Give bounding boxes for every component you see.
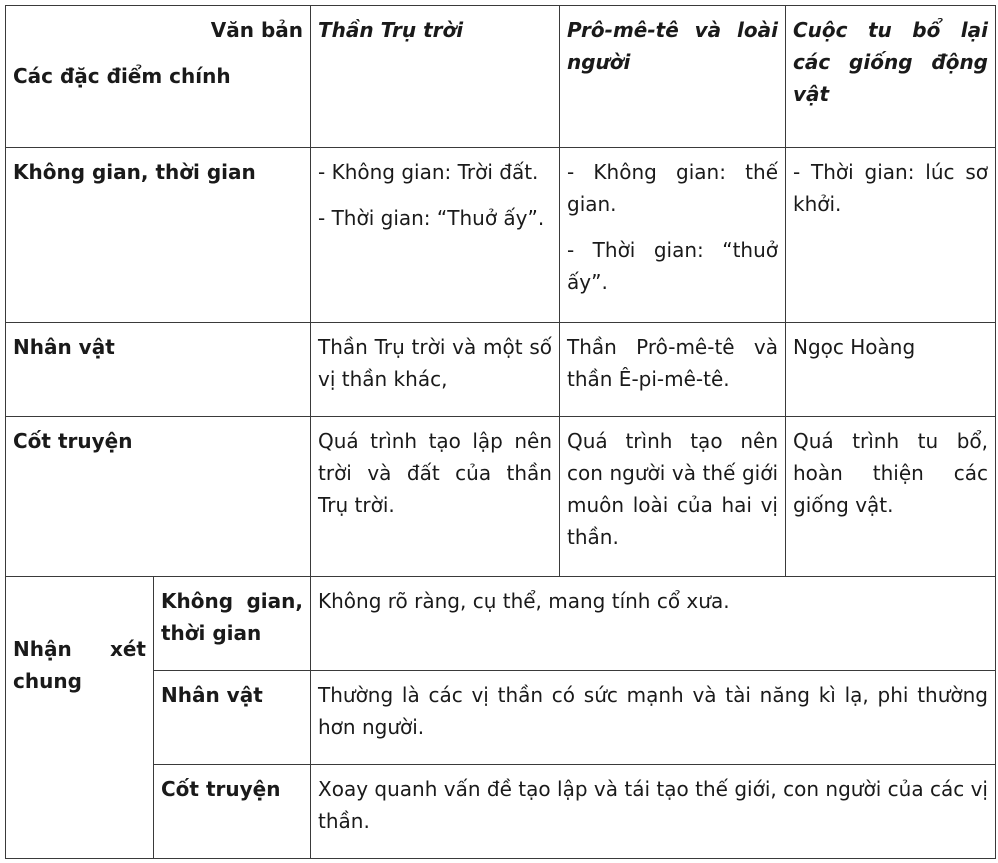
general-label-cell xyxy=(6,577,154,859)
row-space-time-c3 xyxy=(786,148,996,323)
header-col-3 xyxy=(786,6,996,148)
row-plot xyxy=(6,417,996,577)
general-plot-label: Cốt truyện xyxy=(154,765,311,859)
row-characters-c1: Thần Trụ trời và một số vị thần khác, xyxy=(311,323,560,417)
header-col-1-text: Thần Trụ trời xyxy=(318,18,464,42)
header-corner-cell xyxy=(6,6,311,148)
general-space-time-label: Không gian, thời gian xyxy=(154,577,311,671)
row-space-time-label: Không gian, thời gian xyxy=(6,148,311,323)
row-plot-label: Cốt truyện xyxy=(6,417,311,577)
general-row-characters xyxy=(6,671,996,765)
row-plot-c3: Quá trình tu bổ, hoàn thiện các giống vật. xyxy=(786,417,996,577)
row-space-time-c3-a: - Thời gian: lúc sơ khởi. xyxy=(793,160,988,216)
row-space-time xyxy=(6,148,996,323)
row-space-time-c1 xyxy=(311,148,560,323)
comparison-table-container xyxy=(5,5,995,859)
header-row xyxy=(6,6,996,148)
header-corner-bottom: Các đặc điểm chính xyxy=(13,64,231,88)
row-space-time-c2-a: - Không gian: thế gian. xyxy=(567,160,778,216)
general-row-space-time xyxy=(6,577,996,671)
general-characters-text: Thường là các vị thần có sức mạnh và tài năng kì lạ, phi thường hơn người. xyxy=(311,671,996,765)
general-plot-text: Xoay quanh vấn đề tạo lập và tái tạo thế giới, con người của các vị thần. xyxy=(311,765,996,859)
row-characters-label: Nhân vật xyxy=(6,323,311,417)
row-space-time-c2-b: - Thời gian: “thuở ấy”. xyxy=(567,238,778,294)
general-space-time-text: Không rõ ràng, cụ thể, mang tính cổ xưa. xyxy=(311,577,996,671)
row-plot-c1: Quá trình tạo lập nên trời và đất của thần Trụ trời. xyxy=(311,417,560,577)
general-characters-label: Nhân vật xyxy=(154,671,311,765)
general-row-plot xyxy=(6,765,996,859)
row-characters-c2: Thần Prô-mê-tê và thần Ê-pi-mê-tê. xyxy=(560,323,786,417)
header-col-3-text: Cuộc tu bổ lại các giống động vật xyxy=(793,18,988,106)
header-corner-top: Văn bản xyxy=(210,18,303,42)
row-characters xyxy=(6,323,996,417)
row-characters-c3: Ngọc Hoàng xyxy=(786,323,996,417)
comparison-table xyxy=(5,5,996,859)
general-label: Nhận xét chung xyxy=(13,637,146,693)
header-col-1 xyxy=(311,6,560,148)
header-col-2 xyxy=(560,6,786,148)
row-space-time-c2 xyxy=(560,148,786,323)
row-space-time-c1-a: - Không gian: Trời đất. xyxy=(318,160,539,184)
row-plot-c2: Quá trình tạo nên con người và thế giới muôn loài của hai vị thần. xyxy=(560,417,786,577)
row-space-time-c1-b: - Thời gian: “Thuở ấy”. xyxy=(318,206,545,230)
header-col-2-text: Prô-mê-tê và loài người xyxy=(567,18,778,74)
